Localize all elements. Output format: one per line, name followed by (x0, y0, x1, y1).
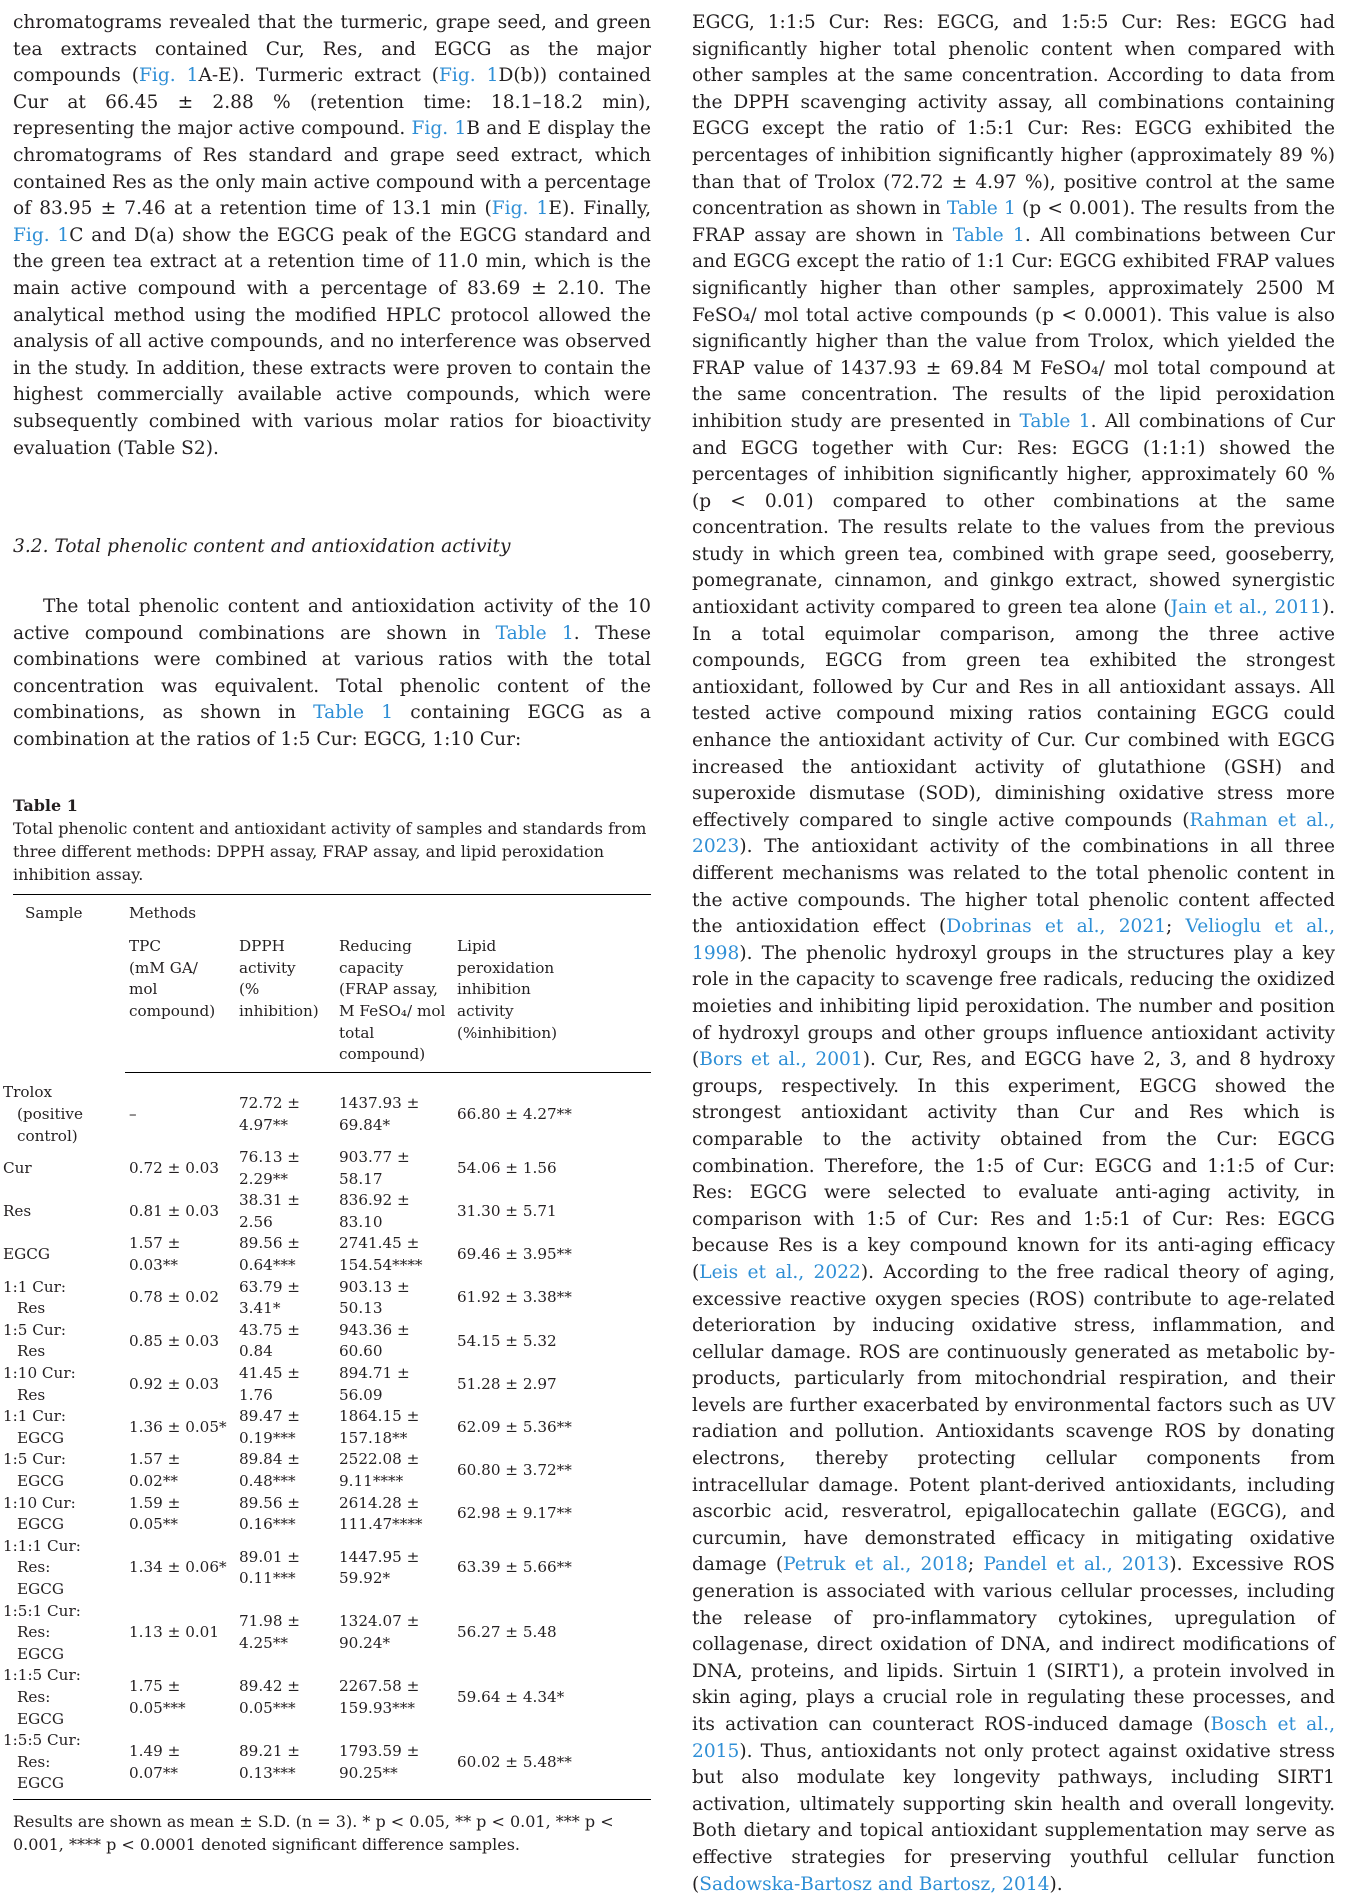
cell-dpph: 89.01 ± 0.11*** (239, 1547, 301, 1588)
table-row (13, 1449, 651, 1492)
cell-frap: 903.13 ± 50.13 (339, 1277, 410, 1318)
cell-dpph: 38.31 ± 2.56 (239, 1191, 301, 1231)
reference-link[interactable]: Table 1 (495, 622, 574, 644)
cell-dpph: 71.98 ± 4.25** (239, 1612, 301, 1652)
cell-tpc: 1.59 ± 0.05** (129, 1493, 181, 1534)
sample-column-header: Sample (13, 894, 125, 1072)
cell-dpph: 43.75 ± 0.84 (239, 1320, 301, 1361)
cell-sample: 1:5 Cur: Res (3, 1320, 67, 1361)
cell-lipid: 61.92 ± 3.38** (457, 1288, 572, 1307)
cell-lipid: 69.46 ± 3.95** (457, 1245, 572, 1264)
cell-frap: 1324.07 ± 90.24* (339, 1612, 420, 1652)
cell-tpc: 0.92 ± 0.03 (129, 1374, 220, 1393)
cell-lipid: 62.09 ± 5.36** (457, 1418, 572, 1437)
table-caption (13, 794, 651, 886)
text-run: ). In a total equimolar comparison, among the three active compounds, EGCG from green tea exhibited the strongest antioxidant, followed by Cur and Res in all antioxidant assays. All tested active compound mixing ratios containing EGCG could enhance the antioxidant activity of Cur. Cur combined with EGCG increased the antioxidant activity of glutathione (GSH) and superoxide dismutase (SOD), diminishing oxidative stress more effectively compared to single active compounds ( (692, 597, 1335, 831)
text-run: C and D(a) show the EGCG peak of the EGCG standard and the green tea extract at a retention time of 11.0 min, which is the main active compound with a percentage of 83.69 ± 2.10. The analytical method using the modified HPLC protocol allowed the analysis of all active compounds, and no interference was observed in the study. In addition, these extracts were proven to contain the highest commercially available active compounds, which were subsequently combined with various molar ratios for bioactivity evaluation (Table S2). (13, 224, 652, 459)
table-row (13, 1233, 651, 1276)
cell-lipid: 62.98 ± 9.17** (457, 1504, 572, 1523)
reference-link[interactable]: Table 1 (313, 702, 394, 724)
cell-frap: 1447.95 ± 59.92* (339, 1547, 420, 1588)
cell-sample: 1:10 Cur: Res (3, 1364, 76, 1404)
paragraph-hplc-results (13, 10, 651, 462)
cell-dpph: 41.45 ± 1.76 (239, 1364, 301, 1404)
methods-column-header: Methods (125, 894, 651, 936)
cell-lipid: 51.28 ± 2.97 (457, 1374, 557, 1393)
paragraph-antioxidant-discussion (692, 10, 1335, 1898)
text-run: ). The phenolic hydroxyl groups in the structures play a key role in the capacity to scavenge free radicals, reducing the oxidized moieties and inhibiting lipid peroxidation. The number and position of hydroxyl groups and other groups influence antioxidant activity ( (692, 942, 1335, 1071)
text-run: B and E display the chromatograms of Res standard and grape seed extract, which contained Res as the only main active compound with a percentage of 83.95 ± 7.46 at a retention time of 13.1 min ( (13, 118, 651, 220)
text-run: E). Finally, (548, 198, 651, 220)
text-run: EGCG, 1:1:5 Cur: Res: EGCG, and 1:5:5 Cur: Res: EGCG had significantly higher total phenolic content when compared with other samples at the same concentration. According to data from the DPPH scavenging activity assay, all combinations containing EGCG except the ratio of 1:5:1 Cur: Res: EGCG exhibited the percentages of inhibition significantly higher (approximately 89 %) than that of Trolox (72.72 ± 4.97 %), positive control at the same concentration as shown in (692, 12, 1335, 220)
table-caption-text: Total phenolic content and antioxidant activity of samples and standards from three different methods: DPPH assay, FRAP assay, and lipid peroxidation inhibition assay. (13, 818, 647, 884)
table-row (13, 1190, 651, 1233)
cell-frap: 1437.93 ± 69.84* (339, 1094, 420, 1134)
cell-frap: 1864.15 ± 157.18** (339, 1407, 420, 1447)
cell-tpc: 0.81 ± 0.03 (129, 1202, 220, 1221)
table-row (13, 1363, 651, 1406)
table-row (13, 1536, 651, 1601)
table-row (13, 1493, 651, 1536)
reference-link[interactable]: Bors et al., 2001 (699, 1049, 863, 1071)
cell-dpph: 89.56 ± 0.64*** (239, 1234, 301, 1275)
reference-link[interactable]: Pandel et al., 2013 (983, 1554, 1170, 1576)
text-run: ). (1049, 1873, 1063, 1895)
reference-link[interactable]: Bosch et al., 2015 (692, 1714, 1335, 1762)
section-heading: 3.2. Total phenolic content and antioxidation activity (13, 536, 511, 558)
cell-dpph: 89.84 ± 0.48*** (239, 1450, 301, 1490)
reference-link[interactable]: Table 1 (952, 224, 1025, 246)
cell-sample: 1:10 Cur: EGCG (3, 1493, 76, 1534)
cell-lipid: 66.80 ± 4.27** (457, 1105, 572, 1124)
text-run: ; (1166, 916, 1186, 938)
reference-link[interactable]: Fig. 1 (13, 224, 70, 246)
cell-frap: 903.77 ± 58.17 (339, 1148, 410, 1188)
text-run: D(b)) contained Cur at 66.45 ± 2.88 % (retention time: 18.1–18.2 min), representing the major active compound. (13, 65, 652, 140)
cell-lipid: 56.27 ± 5.48 (457, 1623, 557, 1642)
cell-tpc: 1.13 ± 0.01 (129, 1623, 220, 1642)
cell-sample: 1:1:5 Cur: Res: EGCG (3, 1666, 81, 1728)
cell-sample: 1:5 Cur: EGCG (3, 1450, 67, 1490)
text-run: . All combinations between Cur and EGCG except the ratio of 1:1 Cur: EGCG exhibited FRAP values significantly higher than other samples, approximately 2500 M FeSO₄/ mol total active compounds (p < 0.0001). This value is also significantly higher than the value from Trolox, which yielded the FRAP value of 1437.93 ± 69.84 M FeSO₄/ mol total compound at the same concentration. The results of the lipid peroxidation inhibition study are presented in (692, 224, 1336, 432)
cell-dpph: 89.42 ± 0.05*** (239, 1677, 301, 1717)
cell-lipid: 59.64 ± 4.34* (457, 1687, 565, 1706)
text-run: chromatograms revealed that the turmeric, grape seed, and green tea extracts contained Cur, Res, and EGCG as the major compounds ( (13, 12, 651, 87)
cell-sample: 1:5:1 Cur: Res: EGCG (3, 1601, 81, 1663)
cell-tpc: 1.36 ± 0.05* (129, 1418, 227, 1437)
right-column (692, 10, 1335, 1898)
cell-dpph: 89.47 ± 0.19*** (239, 1407, 301, 1447)
table-row (13, 1730, 651, 1799)
table-row (13, 1406, 651, 1449)
text-run: ; (967, 1554, 984, 1576)
text-run: ). The antioxidant activity of the combinations in all three different mechanisms was related to the total phenolic content in the active compounds. The higher total phenolic content affected the antioxidation effect ( (692, 836, 1335, 938)
cell-sample: 1:1 Cur: EGCG (3, 1407, 67, 1447)
cell-frap: 836.92 ± 83.10 (339, 1191, 410, 1231)
table-row (13, 1147, 651, 1190)
text-run: ). According to the free radical theory of aging, excessive reactive oxygen species (ROS) contribute to age-related deterioration by inducing oxidative stress, inflammation, and cellular damage. ROS are continuously generated as metabolic by-products, particularly from mitochondrial respiration, and their levels are further exacerbated by environmental factors such as UV radiation and pollution. Antioxidants scavenge ROS by donating electrons, thereby protecting cellular components from intracellular damage. Potent plant-derived antioxidants, including ascorbic acid, resveratrol, epigallocatechin gallate (EGCG), and curcumin, have demonstrated efficacy in mitigating oxidative damage ( (692, 1261, 1335, 1576)
cell-lipid: 31.30 ± 5.71 (457, 1202, 557, 1221)
cell-frap: 2614.28 ± 111.47**** (339, 1493, 423, 1534)
cell-sample: Res (3, 1202, 32, 1221)
cell-sample: EGCG (3, 1245, 50, 1264)
left-column (3, 10, 652, 1856)
method-column-header: Lipid peroxidation inhibition activity (%inhibition) (453, 936, 651, 1072)
cell-dpph: 63.79 ± 3.41* (239, 1277, 301, 1318)
reference-link[interactable]: Rahman et al., 2023 (692, 809, 1335, 858)
cell-frap: 2741.45 ± 154.54**** (339, 1234, 423, 1275)
cell-dpph: 89.21 ± 0.13*** (235, 1730, 335, 1799)
cell-lipid: 60.80 ± 3.72** (457, 1461, 572, 1480)
reference-link[interactable]: Fig. 1 (439, 65, 499, 87)
method-column-header: DPPH activity (% inhibition) (235, 936, 335, 1072)
reference-link[interactable]: Fig. 1 (491, 198, 549, 220)
cell-frap: 2267.58 ± 159.93*** (339, 1677, 420, 1717)
cell-tpc: 1.34 ± 0.06* (129, 1558, 227, 1577)
cell-dpph: 89.56 ± 0.16*** (239, 1493, 301, 1534)
reference-link[interactable]: Velioglu et al., 1998 (692, 916, 1335, 964)
cell-dpph: 72.72 ± 4.97** (239, 1094, 301, 1134)
text-run: . These combinations were combined at various ratios with the total concentration was equivalent. Total phenolic content of the combinations, as shown in (13, 622, 651, 724)
text-run: A-E). Turmeric extract ( (198, 65, 440, 87)
cell-frap: 943.36 ± 60.60 (339, 1320, 410, 1361)
text-run: containing EGCG as a combination at the ratios of 1:5 Cur: EGCG, 1:10 Cur: (13, 702, 652, 751)
cell-lipid: 60.02 ± 5.48** (453, 1730, 651, 1799)
method-column-header: Reducing capacity (FRAP assay, M FeSO₄/ mol total compound) (335, 936, 453, 1072)
cell-sample: 1:1:1 Cur: Res: EGCG (3, 1536, 81, 1598)
reference-link[interactable]: Leis et al., 2022 (699, 1261, 861, 1283)
table-label: Table 1 (13, 795, 78, 815)
table-footnote: Results are shown as mean ± S.D. (n = 3). * p < 0.05, ** p < 0.01, *** p < 0.001, **** p < 0.0001 denoted significant difference samples. (13, 1811, 614, 1854)
cell-dpph: 76.13 ± 2.29** (239, 1148, 301, 1188)
cell-tpc: – (129, 1105, 137, 1124)
table-row (13, 1665, 651, 1730)
reference-link[interactable]: Sadowska-Bartosz and Bartosz, 2014 (699, 1873, 1050, 1895)
cell-tpc: 1.57 ± 0.02** (129, 1450, 181, 1490)
table-row (13, 1320, 651, 1363)
cell-frap: 2522.08 ± 9.11**** (339, 1450, 420, 1490)
reference-link[interactable]: Jain et al., 2011 (1170, 597, 1322, 619)
cell-sample: Cur (3, 1158, 32, 1177)
cell-frap: 894.71 ± 56.09 (339, 1364, 410, 1404)
text-run: ). Cur, Res, and EGCG have 2, 3, and 8 hydroxy groups, respectively. In this experiment, EGCG showed the strongest antioxidant activity than Cur and Res which is comparable to the activity obtained from the Cur: EGCG combination. Therefore, the 1:5 of Cur: EGCG and 1:1:5 of Cur: Res: EGCG were selected to evaluate anti-aging activity, in comparison with 1:5 of Cur: Res and 1:5:1 of Cur: Res: EGCG because Res is a key compound known for its anti-aging efficacy ( (692, 1049, 1336, 1283)
text-run: ). Excessive ROS generation is associated with various cellular processes, including the release of pro-inflammatory cytokines, upregulation of collagenase, direct oxidation of DNA, and indirect modifications of DNA, proteins, and lipids. Sirtuin 1 (SIRT1), a protein involved in skin aging, plays a crucial role in regulating these processes, and its activation can counteract ROS-induced damage ( (692, 1554, 1335, 1735)
paragraph-tpc-intro (13, 594, 651, 754)
table-row (13, 1277, 651, 1320)
cell-lipid: 54.06 ± 1.56 (457, 1158, 557, 1177)
text-run: (p < 0.001). The results from the FRAP assay are shown in (692, 198, 1335, 246)
table-row (13, 1072, 651, 1147)
cell-tpc: 1.49 ± 0.07** (125, 1730, 235, 1799)
reference-link[interactable]: Dobrinas et al., 2021 (946, 916, 1167, 938)
reference-link[interactable]: Table 1 (946, 198, 1016, 220)
reference-link[interactable]: Fig. 1 (138, 65, 199, 87)
cell-sample: 1:1 Cur: Res (3, 1277, 67, 1318)
text-run: The total phenolic content and antioxidation activity of the 10 active compound combinations are shown in (13, 596, 651, 644)
cell-tpc: 1.75 ± 0.05*** (129, 1677, 186, 1717)
cell-sample: 1:5:5 Cur: Res: EGCG (13, 1730, 125, 1799)
cell-tpc: 1.57 ± 0.03** (129, 1234, 181, 1275)
cell-tpc: 0.72 ± 0.03 (129, 1158, 220, 1177)
cell-frap: 1793.59 ± 90.25** (335, 1730, 453, 1799)
text-run: . All combinations of Cur and EGCG together with Cur: Res: EGCG (1:1:1) showed the percentages of inhibition significantly higher, approximately 60 % (p < 0.01) compared to other combinations at the same concentration. The results relate to the values from the previous study in which green tea, combined with grape seed, gooseberry, pomegranate, cinnamon, and ginkgo extract, showed synergistic antioxidant activity compared to green tea alone ( (692, 410, 1336, 619)
cell-lipid: 54.15 ± 5.32 (457, 1331, 557, 1350)
results-table (3, 894, 651, 1800)
cell-sample: Trolox (positive control) (3, 1083, 83, 1145)
method-column-header: TPC (mM GA/ mol compound) (125, 936, 235, 1072)
reference-link[interactable]: Fig. 1 (411, 118, 467, 140)
table-row (13, 1601, 651, 1666)
reference-link[interactable]: Table 1 (1019, 410, 1091, 432)
cell-tpc: 0.85 ± 0.03 (129, 1331, 220, 1350)
cell-tpc: 0.78 ± 0.02 (129, 1288, 220, 1307)
reference-link[interactable]: Petruk et al., 2018 (783, 1554, 968, 1576)
text-run: ). Thus, antioxidants not only protect against oxidative stress but also modulate key longevity pathways, including SIRT1 activation, ultimately supporting skin health and overall longevity. Both dietary and topical antioxidant supplementation may serve as effective strategies for preserving youthful cellular function ( (692, 1740, 1335, 1895)
cell-lipid: 63.39 ± 5.66** (457, 1558, 572, 1577)
